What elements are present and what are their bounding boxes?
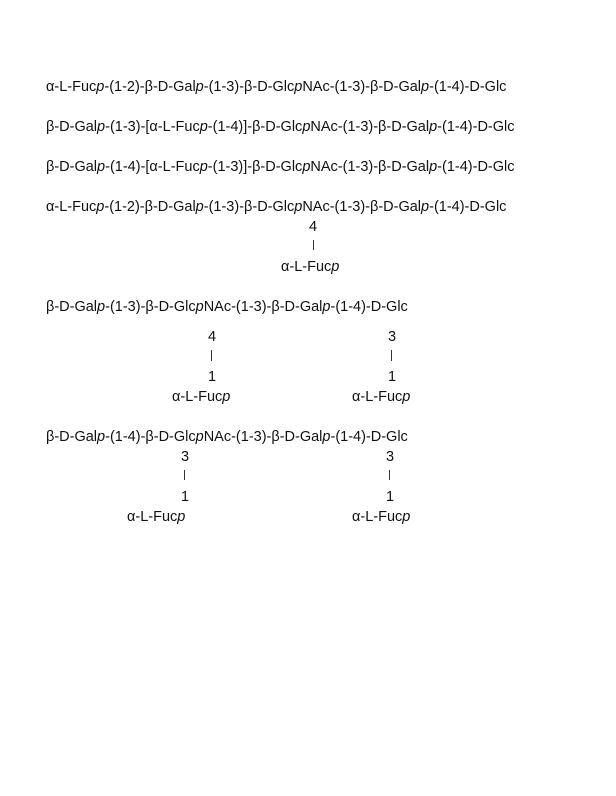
structure-6-branch-1-position: 3 xyxy=(180,449,190,465)
structure-5-branch-1-bond xyxy=(211,350,212,361)
structure-5-branch-2-residue: α-L-Fucp xyxy=(352,389,411,405)
structure-4-branch-residue: α-L-Fucp xyxy=(281,259,340,275)
structure-5-branch-1-residue: α-L-Fucp xyxy=(172,389,231,405)
structure-5-branch-2-position: 3 xyxy=(387,329,397,345)
structure-4-branch-bond xyxy=(313,240,314,250)
structure-4-branch-position: 4 xyxy=(308,219,318,235)
structure-3-chain: β-D-Galp-(1-4)-[α-L-Fucp-(1-3)]-β-D-GlcpNAc-(1-3)-β-D-Galp-(1-4)-D-Glc xyxy=(46,159,515,175)
structure-4-chain: α-L-Fucp-(1-2)-β-D-Galp-(1-3)-β-D-GlcpNAc-(1-3)-β-D-Galp-(1-4)-D-Glc xyxy=(46,199,507,215)
structure-6-branch-2-residue: α-L-Fucp xyxy=(352,509,411,525)
structure-2-chain: β-D-Galp-(1-3)-[α-L-Fucp-(1-4)]-β-D-GlcpNAc-(1-3)-β-D-Galp-(1-4)-D-Glc xyxy=(46,119,515,135)
structure-6-chain: β-D-Galp-(1-4)-β-D-GlcpNAc-(1-3)-β-D-Galp-(1-4)-D-Glc xyxy=(46,429,408,445)
structure-6-branch-2-anomeric: 1 xyxy=(385,489,395,505)
structure-6-branch-1-bond xyxy=(184,470,185,480)
structure-5-branch-1-anomeric: 1 xyxy=(207,369,217,385)
structure-5-branch-1-position: 4 xyxy=(207,329,217,345)
structure-5-branch-2-anomeric: 1 xyxy=(387,369,397,385)
structure-5-chain: β-D-Galp-(1-3)-β-D-GlcpNAc-(1-3)-β-D-Galp-(1-4)-D-Glc xyxy=(46,299,408,315)
structure-6-branch-1-anomeric: 1 xyxy=(180,489,190,505)
structure-6-branch-2-bond xyxy=(389,470,390,480)
structure-6-branch-1-residue: α-L-Fucp xyxy=(127,509,186,525)
structure-6-branch-2-position: 3 xyxy=(385,449,395,465)
structure-1-chain: α-L-Fucp-(1-2)-β-D-Galp-(1-3)-β-D-GlcpNAc-(1-3)-β-D-Galp-(1-4)-D-Glc xyxy=(46,79,507,95)
structure-5-branch-2-bond xyxy=(391,350,392,361)
